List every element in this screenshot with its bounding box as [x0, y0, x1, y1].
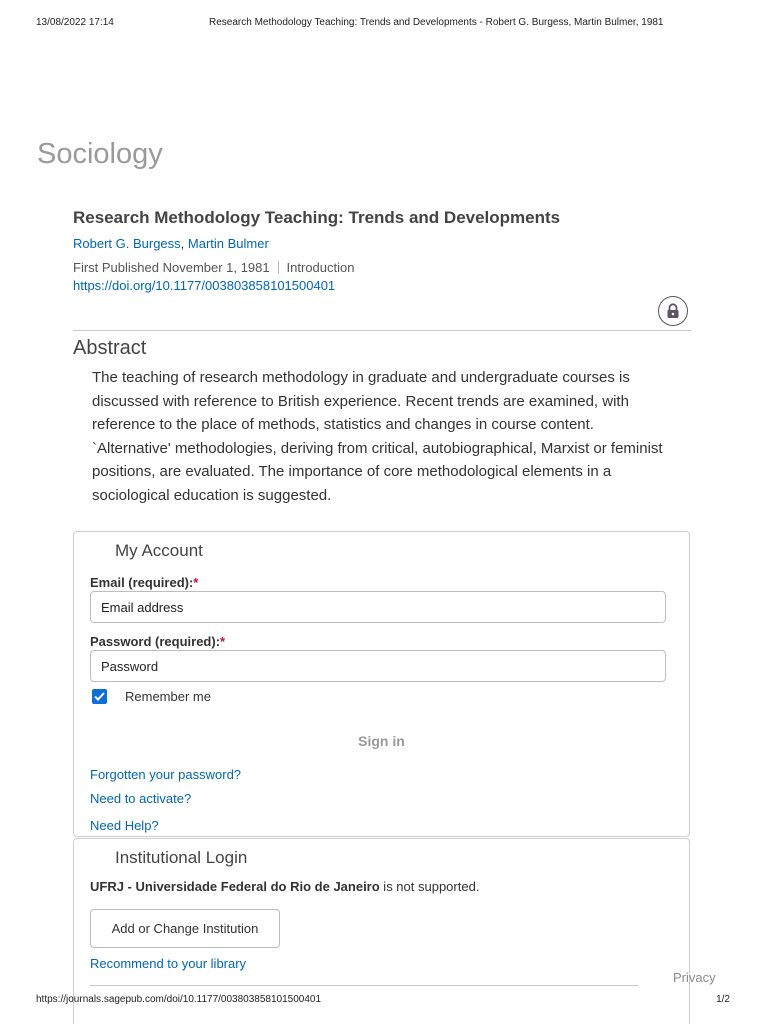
print-page-number: 1/2: [716, 994, 730, 1005]
abstract-line: positions, are evaluated. The importance of core methodological elements in a: [92, 463, 612, 481]
remember-me-checkbox[interactable]: [92, 689, 107, 704]
institution-status: [90, 879, 479, 894]
need-help-link[interactable]: Need Help?: [90, 818, 159, 833]
institution-support-status: is not supported.: [379, 879, 480, 894]
abstract-line: discussed with reference to British experience. Recent trends are examined, with: [92, 392, 629, 410]
my-account-panel: [73, 531, 690, 837]
checkmark-icon: [94, 692, 105, 701]
institutional-login-heading: Institutional Login: [115, 848, 248, 867]
author-list: [73, 236, 269, 251]
remember-me-label: Remember me: [125, 689, 211, 704]
sign-in-button[interactable]: Sign in: [358, 733, 405, 749]
password-field[interactable]: [90, 650, 666, 682]
journal-name[interactable]: Sociology: [37, 138, 163, 170]
email-field[interactable]: [90, 591, 666, 623]
article-title: Research Methodology Teaching: Trends and Developments: [73, 208, 561, 227]
published-date: First Published November 1, 1981: [73, 260, 270, 275]
section-divider: [90, 985, 638, 986]
institution-name: UFRJ - Universidade Federal do Rio de Janeiro: [90, 879, 380, 894]
lock-icon: [666, 303, 680, 319]
email-label: Email (required):*: [90, 575, 199, 590]
required-mark: *: [220, 634, 226, 649]
abstract-text: [92, 366, 692, 508]
abstract-heading: Abstract: [73, 337, 147, 359]
publication-meta: [73, 260, 354, 275]
article-type: Introduction: [286, 260, 355, 275]
print-date: 13/08/2022 17:14: [36, 17, 114, 28]
meta-divider: [278, 261, 279, 274]
print-url: https://journals.sagepub.com/doi/10.1177/003803858101500401: [36, 994, 322, 1005]
remember-me[interactable]: [92, 689, 211, 704]
doi-link[interactable]: https://doi.org/10.1177/003803858101500401: [73, 278, 336, 293]
author-separator: ,: [180, 236, 188, 251]
add-change-institution-button[interactable]: Add or Change Institution: [90, 909, 280, 948]
abstract-line: `Alternative' methodologies, deriving from critical, autobiographical, Marxist or feminist: [92, 439, 663, 457]
abstract-line: sociological education is suggested.: [92, 486, 332, 504]
section-divider: [73, 330, 691, 331]
forgot-password-link[interactable]: Forgotten your password?: [90, 767, 242, 782]
required-mark: *: [193, 575, 199, 590]
author-link[interactable]: Martin Bulmer: [187, 236, 269, 251]
access-lock-badge: [658, 296, 688, 326]
print-document-title: Research Methodology Teaching: Trends and Developments - Robert G. Burgess, Martin Bulmer, 1981: [209, 17, 664, 28]
print-header: [36, 17, 732, 31]
abstract-line: reference to the place of methods, statistics and changes in course content.: [92, 416, 594, 434]
abstract-line: The teaching of research methodology in graduate and undergraduate courses is: [92, 369, 630, 386]
recommend-library-link[interactable]: Recommend to your library: [90, 956, 247, 971]
privacy-link[interactable]: Privacy: [673, 970, 716, 985]
author-link[interactable]: Robert G. Burgess: [73, 236, 181, 251]
password-label: Password (required):*: [90, 634, 226, 649]
my-account-heading: My Account: [115, 541, 203, 560]
activate-link[interactable]: Need to activate?: [90, 791, 192, 806]
